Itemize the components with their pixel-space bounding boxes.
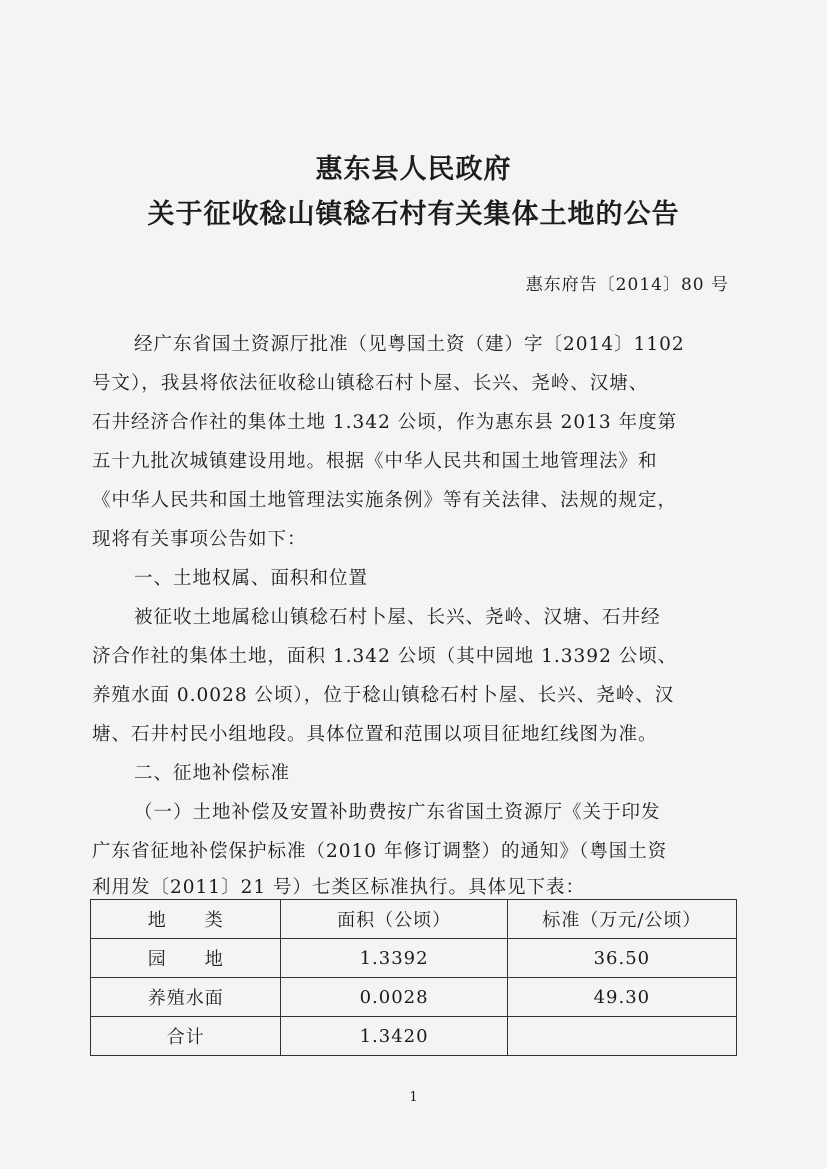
compensation-table (90, 899, 737, 1056)
table-cell: 园 地 (91, 939, 281, 978)
paragraph-line: 五十九批次城镇建设用地。根据《中华人民共和国土地管理法》和 (92, 451, 658, 472)
table-cell: 1.3420 (281, 1017, 507, 1056)
table-row-total (91, 1017, 737, 1056)
table-header-cell: 地 类 (91, 900, 281, 939)
table-cell: 合计 (91, 1017, 281, 1056)
table-cell: 0.0028 (281, 978, 507, 1017)
table-header-cell: 面积（公顷） (281, 900, 507, 939)
table-row (91, 978, 737, 1017)
paragraph-line: 现将有关事项公告如下： (92, 529, 307, 550)
paragraph-line: 石井经济合作社的集体土地 1.342 公顷，作为惠东县 2013 年度第 (92, 412, 678, 433)
paragraph-line: （一）土地补偿及安置补助费按广东省国土资源厅《关于印发 (134, 802, 661, 823)
page-number: 1 (409, 1090, 418, 1105)
paragraph-line: 被征收土地属稔山镇稔石村卜屋、长兴、尧岭、汉塘、石井经 (134, 607, 661, 628)
document-number: 惠东府告〔2014〕80 号 (525, 275, 729, 295)
table-header-row (91, 900, 737, 939)
paragraph-line: 广东省征地补偿保护标准（2010 年修订调整）的通知》（粤国土资 (92, 841, 668, 862)
paragraph-line: 《中华人民共和国土地管理法实施条例》等有关法律、法规的规定， (92, 490, 678, 511)
paragraph-line: 养殖水面 0.0028 公顷），位于稔山镇稔石村卜屋、长兴、尧岭、汉 (92, 685, 675, 706)
table-header-cell: 标准（万元/公顷） (507, 900, 736, 939)
table-cell: 36.50 (507, 939, 736, 978)
paragraph-line: 塘、石井村民小组地段。具体位置和范围以项目征地红线图为准。 (92, 724, 658, 745)
table-cell: 1.3392 (281, 939, 507, 978)
document-title-line2: 关于征收稔山镇稔石村有关集体土地的公告 (147, 199, 680, 230)
table-cell (507, 1017, 736, 1056)
section-heading-2: 二、征地补偿标准 (134, 763, 291, 784)
section-heading-1: 一、土地权属、面积和位置 (134, 568, 369, 589)
paragraph-line: 济合作社的集体土地，面积 1.342 公顷（其中园地 1.3392 公顷、 (92, 646, 678, 667)
document-title-line1: 惠东县人民政府 (315, 154, 512, 185)
table-cell: 养殖水面 (91, 978, 281, 1017)
paragraph-line: 经广东省国土资源厅批准（见粤国土资（建）字〔2014〕1102 (134, 334, 685, 355)
table-cell: 49.30 (507, 978, 736, 1017)
table-row (91, 939, 737, 978)
paragraph-line: 号文），我县将依法征收稔山镇稔石村卜屋、长兴、尧岭、汉塘、 (92, 373, 649, 394)
paragraph-line: 利用发〔2011〕21 号）七类区标准执行。具体见下表： (92, 877, 586, 898)
